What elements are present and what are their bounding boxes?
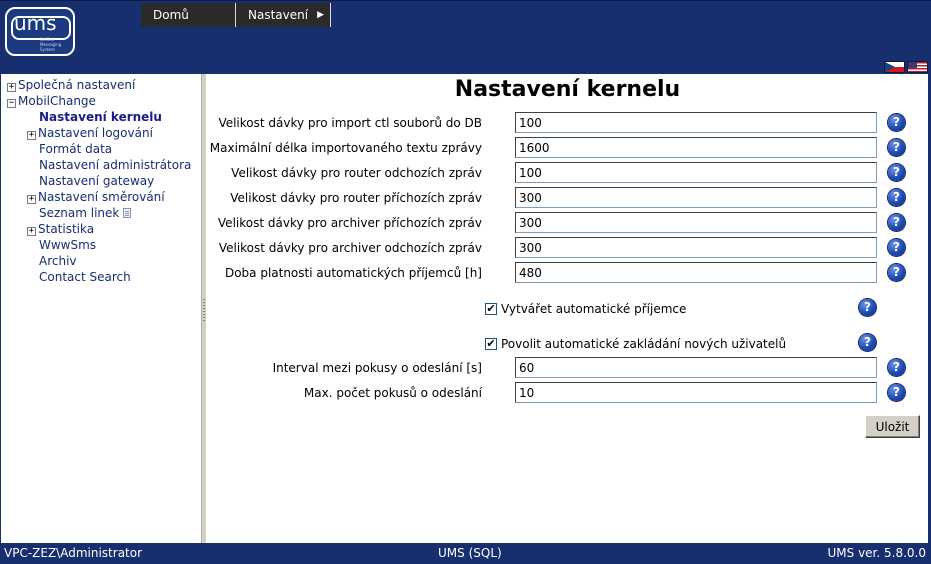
tree-item-archiv[interactable] [7,253,191,269]
checkbox-row-auto-create-users [207,334,928,354]
status-database: UMS (SQL) [438,546,502,560]
status-user: VPC-ZEZ\Administrator [4,546,143,560]
create-auto-recipients-checkbox[interactable]: ✔ [486,302,496,315]
field-row-router-outgoing [207,162,928,184]
top-menu [141,3,331,27]
expand-icon[interactable]: + [28,130,35,140]
splitter-grip-icon[interactable] [203,299,205,321]
tree-item-label[interactable]: Nastavení kernelu [39,110,162,124]
tree-item-label[interactable]: Archiv [39,254,77,268]
field-label: Doba platnosti automatických příjemců [h] [224,266,482,280]
us-flag-icon[interactable] [907,61,928,73]
status-version: UMS ver. 5.8.0.0 [827,546,926,560]
tree-item-wwwsms[interactable] [7,237,191,253]
tree-item-label[interactable]: Nastavení administrátora [39,158,192,172]
tree-item-nastaveni-gateway[interactable] [7,173,191,189]
tree-item-nastaveni-administratora[interactable] [7,157,191,173]
field-label: Interval mezi pokusy o odeslání [s] [272,361,482,375]
submenu-arrow-icon: ▶ [317,10,324,20]
checkbox-row-auto-recipients [207,299,928,319]
help-icon[interactable]: ? [888,114,905,131]
help-icon[interactable]: ? [859,334,876,351]
field-row-import-batch [207,112,928,134]
router-outgoing-batch-input[interactable] [515,162,877,183]
retry-interval-input[interactable] [515,357,877,378]
tree-item-label[interactable]: WwwSms [39,238,97,252]
tree-item-label[interactable]: MobilChange [18,94,96,108]
help-icon[interactable]: ? [888,359,905,376]
field-label: Velikost dávky pro router příchozích zpráv [230,191,482,205]
max-text-length-input[interactable] [515,137,877,158]
help-icon[interactable]: ? [888,139,905,156]
field-row-archiver-outgoing [207,237,928,259]
tree-item-label[interactable]: Seznam linek [39,206,120,220]
help-icon[interactable]: ? [859,299,876,316]
tree-item-label[interactable]: Společná nastavení [18,78,136,92]
document-icon[interactable] [123,208,131,218]
archiver-outgoing-batch-input[interactable] [515,237,877,258]
tree-item-nastaveni-logovani[interactable] [7,125,191,141]
archiver-incoming-batch-input[interactable] [515,212,877,233]
tree-item-nastaveni-kernelu[interactable] [7,109,191,125]
field-row-retry-interval [207,357,928,379]
help-icon[interactable]: ? [888,189,905,206]
app-header [0,0,931,74]
tree-item-label[interactable]: Statistika [38,222,95,236]
settings-tree [7,77,191,285]
logo-text: ums [14,11,57,35]
tree-item-spolecna-nastaveni[interactable] [7,77,191,93]
tree-item-label[interactable]: Nastavení směrování [38,190,165,204]
field-label: Velikost dávky pro archiver odchozích zpráv [218,241,482,255]
sidebar [0,74,201,543]
tree-item-label[interactable]: Nastavení logování [38,126,153,140]
menu-item-label: Domů [153,8,189,22]
page-title: Nastavení kernelu [454,77,681,102]
expand-icon[interactable]: + [28,194,35,204]
tree-item-label[interactable]: Formát data [39,142,113,156]
language-switcher [884,61,928,73]
tree-item-nastaveni-smerovani[interactable] [7,189,191,205]
tree-item-label[interactable]: Nastavení gateway [39,174,155,188]
tree-item-statistika[interactable] [7,221,191,237]
checkbox-label[interactable]: Povolit automatické zakládání nových uživatelů [501,337,787,351]
status-bar [0,543,931,564]
field-label: Max. počet pokusů o odeslání [303,386,482,400]
tree-item-seznam-linek[interactable] [7,205,191,221]
ums-logo[interactable] [5,7,75,56]
field-label: Velikost dávky pro import ctl souborů do DB [218,116,482,130]
checkbox-label[interactable]: Vytvářet automatické příjemce [501,302,687,316]
field-label: Maximální délka importovaného textu zprávy [209,141,482,155]
menu-item-domu[interactable] [141,3,236,27]
czech-flag-icon[interactable] [884,61,905,73]
tree-item-mobilchange[interactable] [7,93,191,109]
field-row-archiver-incoming [207,212,928,234]
router-incoming-batch-input[interactable] [515,187,877,208]
field-label: Velikost dávky pro archiver příchozích zpráv [217,216,482,230]
expand-icon[interactable]: + [28,226,35,236]
logo-subtitle: Unified Messaging System [40,37,62,52]
field-row-max-retries [207,382,928,404]
help-icon[interactable]: ? [888,384,905,401]
auto-create-users-checkbox[interactable]: ✔ [486,337,496,350]
max-retries-input[interactable] [515,382,877,403]
collapse-icon[interactable]: − [8,98,15,108]
help-icon[interactable]: ? [888,264,905,281]
import-batch-size-input[interactable] [515,112,877,133]
field-row-auto-recipient-validity [207,262,928,284]
field-label: Velikost dávky pro router odchozích zpráv [231,166,482,180]
main-content [207,74,928,543]
field-row-max-text-length [207,137,928,159]
menu-item-label: Nastavení [248,8,309,22]
menu-item-nastaveni[interactable] [236,3,331,27]
help-icon[interactable]: ? [888,239,905,256]
tree-item-contact-search[interactable] [7,269,191,285]
expand-icon[interactable]: + [8,82,15,92]
auto-recipient-validity-input[interactable] [515,262,877,283]
help-icon[interactable]: ? [888,164,905,181]
tree-item-label[interactable]: Contact Search [39,270,131,284]
tree-item-format-data[interactable] [7,141,191,157]
save-button[interactable]: Uložit [865,415,920,438]
field-row-router-incoming [207,187,928,209]
help-icon[interactable]: ? [888,214,905,231]
